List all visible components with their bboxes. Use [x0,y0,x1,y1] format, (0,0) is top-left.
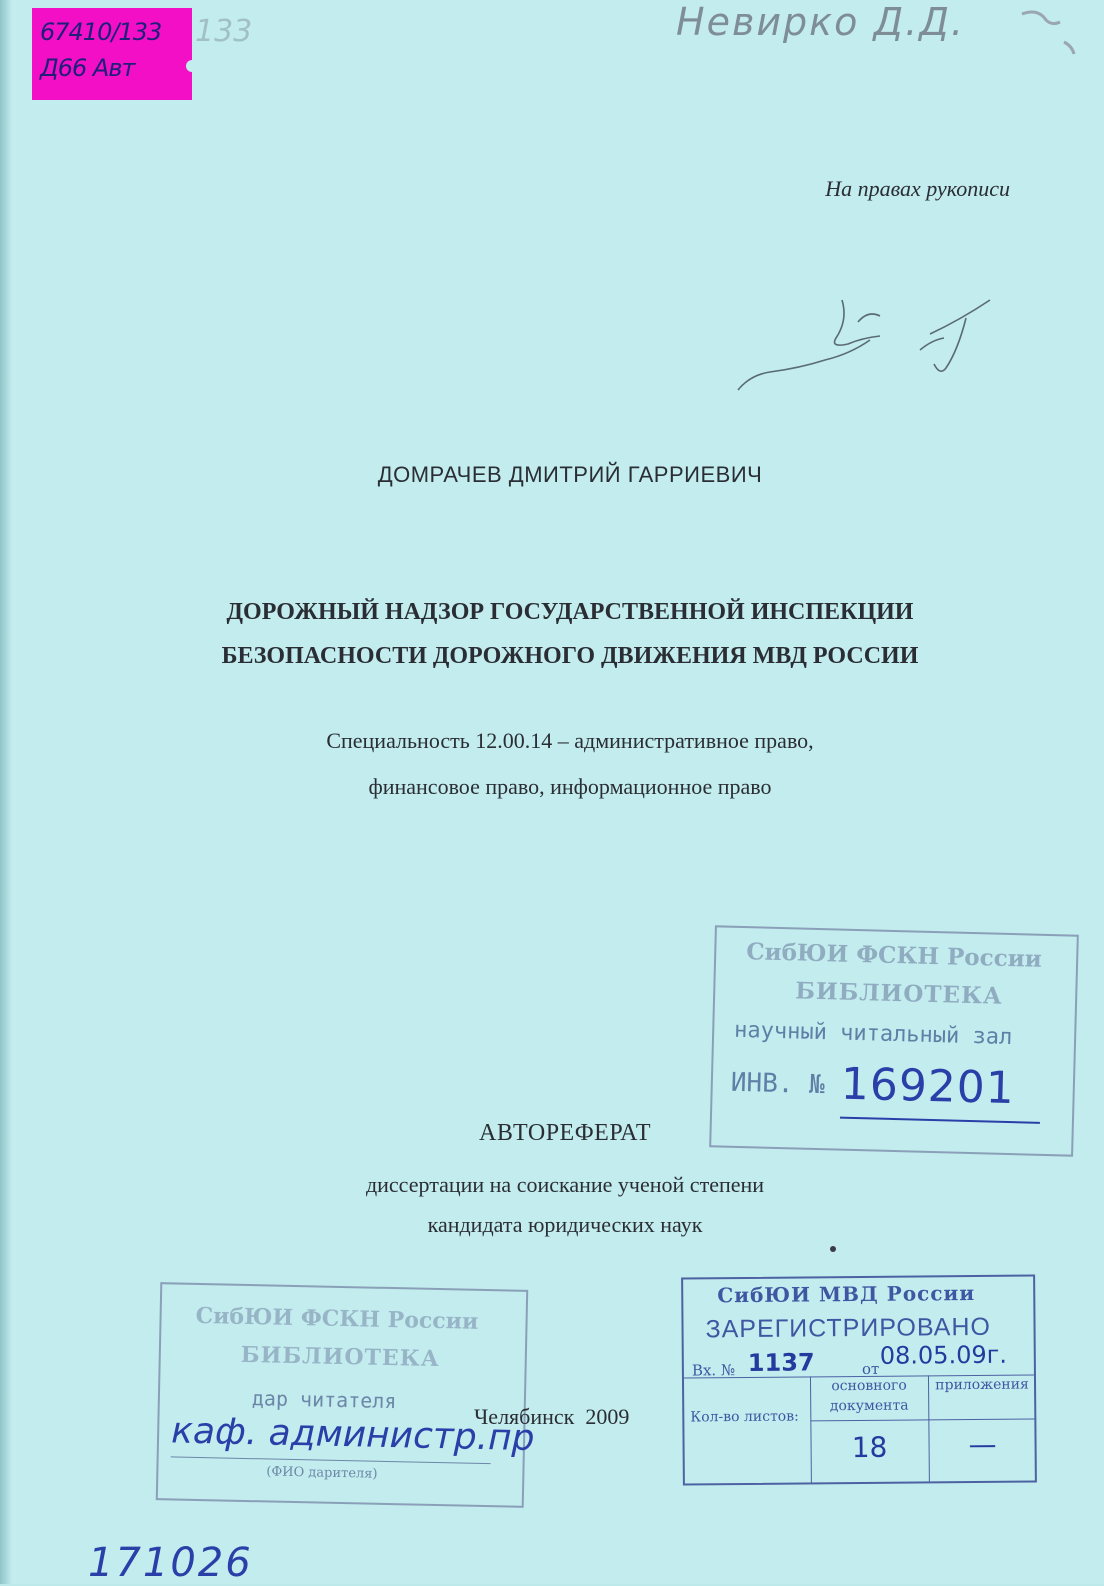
reg-stamp-org: СибЮИ МВД России [717,1280,976,1308]
reg-appendix-value: — [968,1427,997,1462]
stamp-inv-number: 169201 [840,1058,1016,1115]
registration-stamp [681,1274,1037,1485]
stamp-room: научный читальный зал [733,1017,1013,1051]
reg-stamp-status: ЗАРЕГИСТРИРОВАНО [705,1312,992,1344]
degree-line-2: кандидата юридических наук [427,1212,703,1237]
title-line-1: ДОРОЖНЫЙ НАДЗОР ГОСУДАРСТВЕННОЙ ИНСПЕКЦИИ [226,599,914,625]
staple-icon [1016,6,1076,56]
place-and-year: Челябинск 2009 [474,1404,630,1429]
sticker-line-2: Д66 Авт [40,54,135,82]
specialty [0,718,1104,810]
reg-sheets-label: Кол-во листов: [690,1408,799,1426]
manuscript-note: На правах рукописи [825,176,1010,201]
document-type: АВТОРЕФЕРАТ [479,1120,651,1146]
gift-stamp-org: СибЮИ ФСКН России [195,1302,479,1335]
reg-vx-number: 1137 [747,1348,815,1377]
reg-date: 08.05.09г. [879,1340,1008,1370]
gift-stamp-label: дар читателя [251,1386,397,1414]
gift-stamp-dept: БИБЛИОТЕКА [240,1341,440,1373]
stamp-inv-label: ИНВ. № [730,1067,826,1101]
signature [730,280,1000,400]
handwritten-number: 171026 [88,1540,253,1586]
gift-donor: каф. администр.пр [170,1410,535,1460]
specialty-line-1: Специальность 12.00.14 – административное право, [326,728,814,753]
library-sticker [32,8,192,100]
owner-handwriting: Невирко Д.Д. [676,0,965,44]
sticker-line-1: 67410/133 [40,18,162,46]
author-name: ДОМРАЧЕВ ДМИТРИЙ ГАРРИЕВИЧ [377,462,763,487]
title-line-2: БЕЗОПАСНОСТИ ДОРОЖНОГО ДВИЖЕНИЯ МВД РОССИИ [221,643,919,669]
stamp-dept: БИБЛИОТЕКА [794,977,1004,1010]
gift-donor-caption: (ФИО дарителя) [266,1464,378,1482]
dissertation-title [0,590,1104,678]
reg-date-label: от [861,1359,880,1378]
degree-description [0,1165,1104,1245]
reg-main-doc-value: 18 [810,1419,930,1484]
degree-line-1: диссертации на соискание ученой степени [365,1172,765,1197]
reg-vx-label: Вх. № [691,1361,736,1380]
library-gift-stamp [156,1282,535,1508]
specialty-line-2: финансовое право, информационное право [368,774,772,799]
ink-dot [830,1246,836,1252]
reg-appendix-label: приложения [928,1374,1036,1420]
reg-main-doc-label: основного документа [810,1375,929,1421]
pencil-mark: 133 [195,14,253,49]
stamp-org: СибЮИ ФСКН России [745,938,1043,973]
